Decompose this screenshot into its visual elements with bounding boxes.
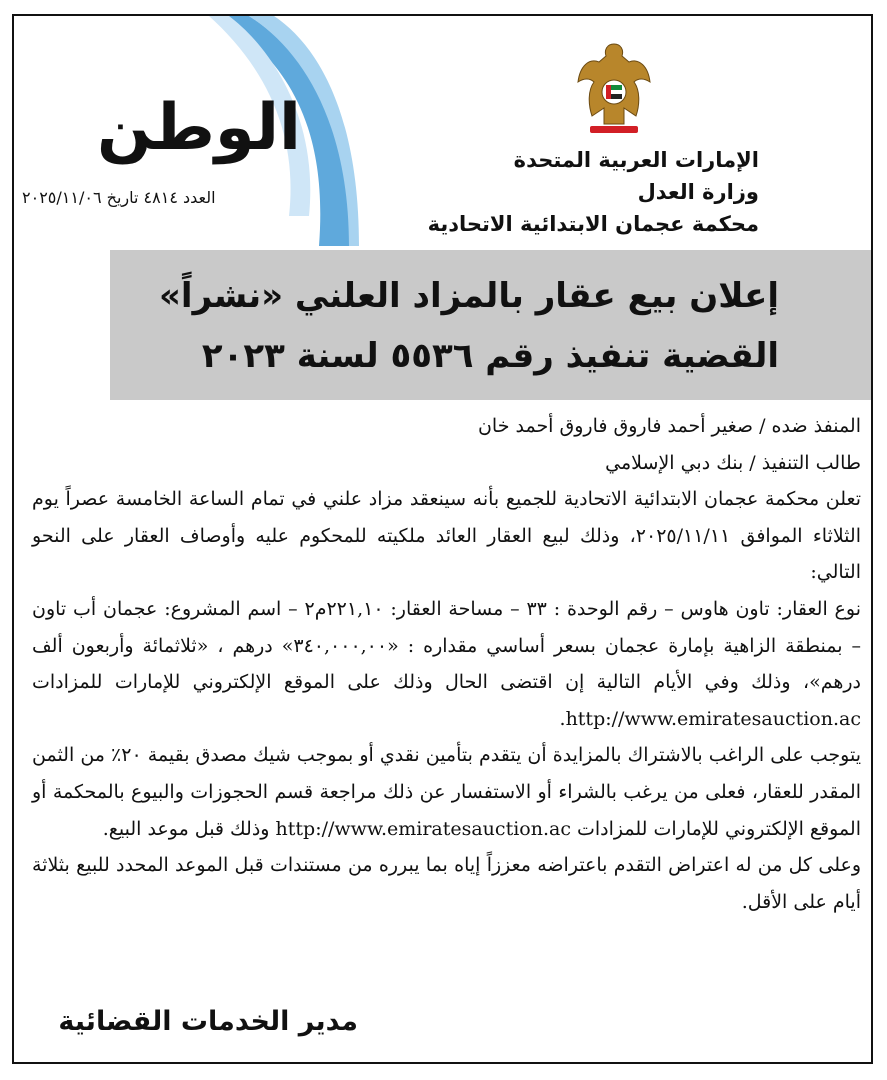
deposit-paragraph: يتوجب على الراغب بالاشتراك بالمزايدة أن يتقدم بتأمين نقدي أو بموجب شيك مصدق بقيمة ٢٠٪ من الثمن المقدر للعقار، فعلى من يرغب بالشراء أو الاستفسار عن ذلك مراجعة قسم الحجوزات والبيوع بالمحكمة أو الموقع الإلكتروني للإمارات للمزادات http://www.emiratesauction.ac وذلك قبل موعد البيع. [32,744,861,840]
announcement-body [32,408,861,920]
issuing-authority [428,144,759,240]
title-banner [110,250,873,400]
case-number-title: القضية تنفيذ رقم ٥٥٣٦ لسنة ٢٠٢٣ [201,336,779,376]
applicant-line: طالب التنفيذ / بنك دبي الإسلامي [605,451,861,474]
ministry-name: وزارة العدل [637,180,759,204]
property-details-paragraph: نوع العقار: تاون هاوس – رقم الوحدة : ٣٣ – مساحة العقار: ٢٢١,١٠م٢ – اسم المشروع: عجمان أب تاون – بمنطقة الزاهية بإمارة عجمان بسعر أساسي مقداره : «٣٤٠,٠٠٠,٠٠» درهم ، «ثلاثمائة وأربعون ألف درهم»، وذلك وفي الأيام التالية إن اقتضى الحال وذلك على الموقع الإلكتروني للإمارات للمزادات http://www.emiratesauction.ac. [32,597,861,730]
uae-emblem-icon [574,38,654,138]
court-name: محكمة عجمان الابتدائية الاتحادية [427,212,759,236]
signature-title: مدير الخدمات القضائية [58,1006,358,1037]
announcement-frame [12,14,873,1064]
announcement-title: إعلان بيع عقار بالمزاد العلني «نشراً» [158,276,779,316]
auction-paragraph: تعلن محكمة عجمان الابتدائية الاتحادية للجميع بأنه سينعقد مزاد علني في تمام الساعة الخامسة عصراً يوم الثلاثاء الموافق ٢٠٢٥/١١/١١، وذلك لبيع العقار العائد ملكيته للمحكوم عليه وأوصاف العقار على النحو التالي: [32,488,861,584]
defendant-line: المنفذ ضده / صغير أحمد فاروق فاروق أحمد خان [477,415,861,437]
newspaper-name: الوطن [97,91,301,165]
objection-paragraph: وعلى كل من له اعتراض التقدم باعتراضه معززاً إياه بما يبرره من مستندات قبل الموعد المحدد للبيع بثلاثة أيام على الأقل. [32,854,861,913]
issue-line: العدد ٤٨١٤ تاريخ ٢٠٢٥/١١/٠٦ [22,188,216,207]
country-name: الإمارات العربية المتحدة [513,148,759,172]
